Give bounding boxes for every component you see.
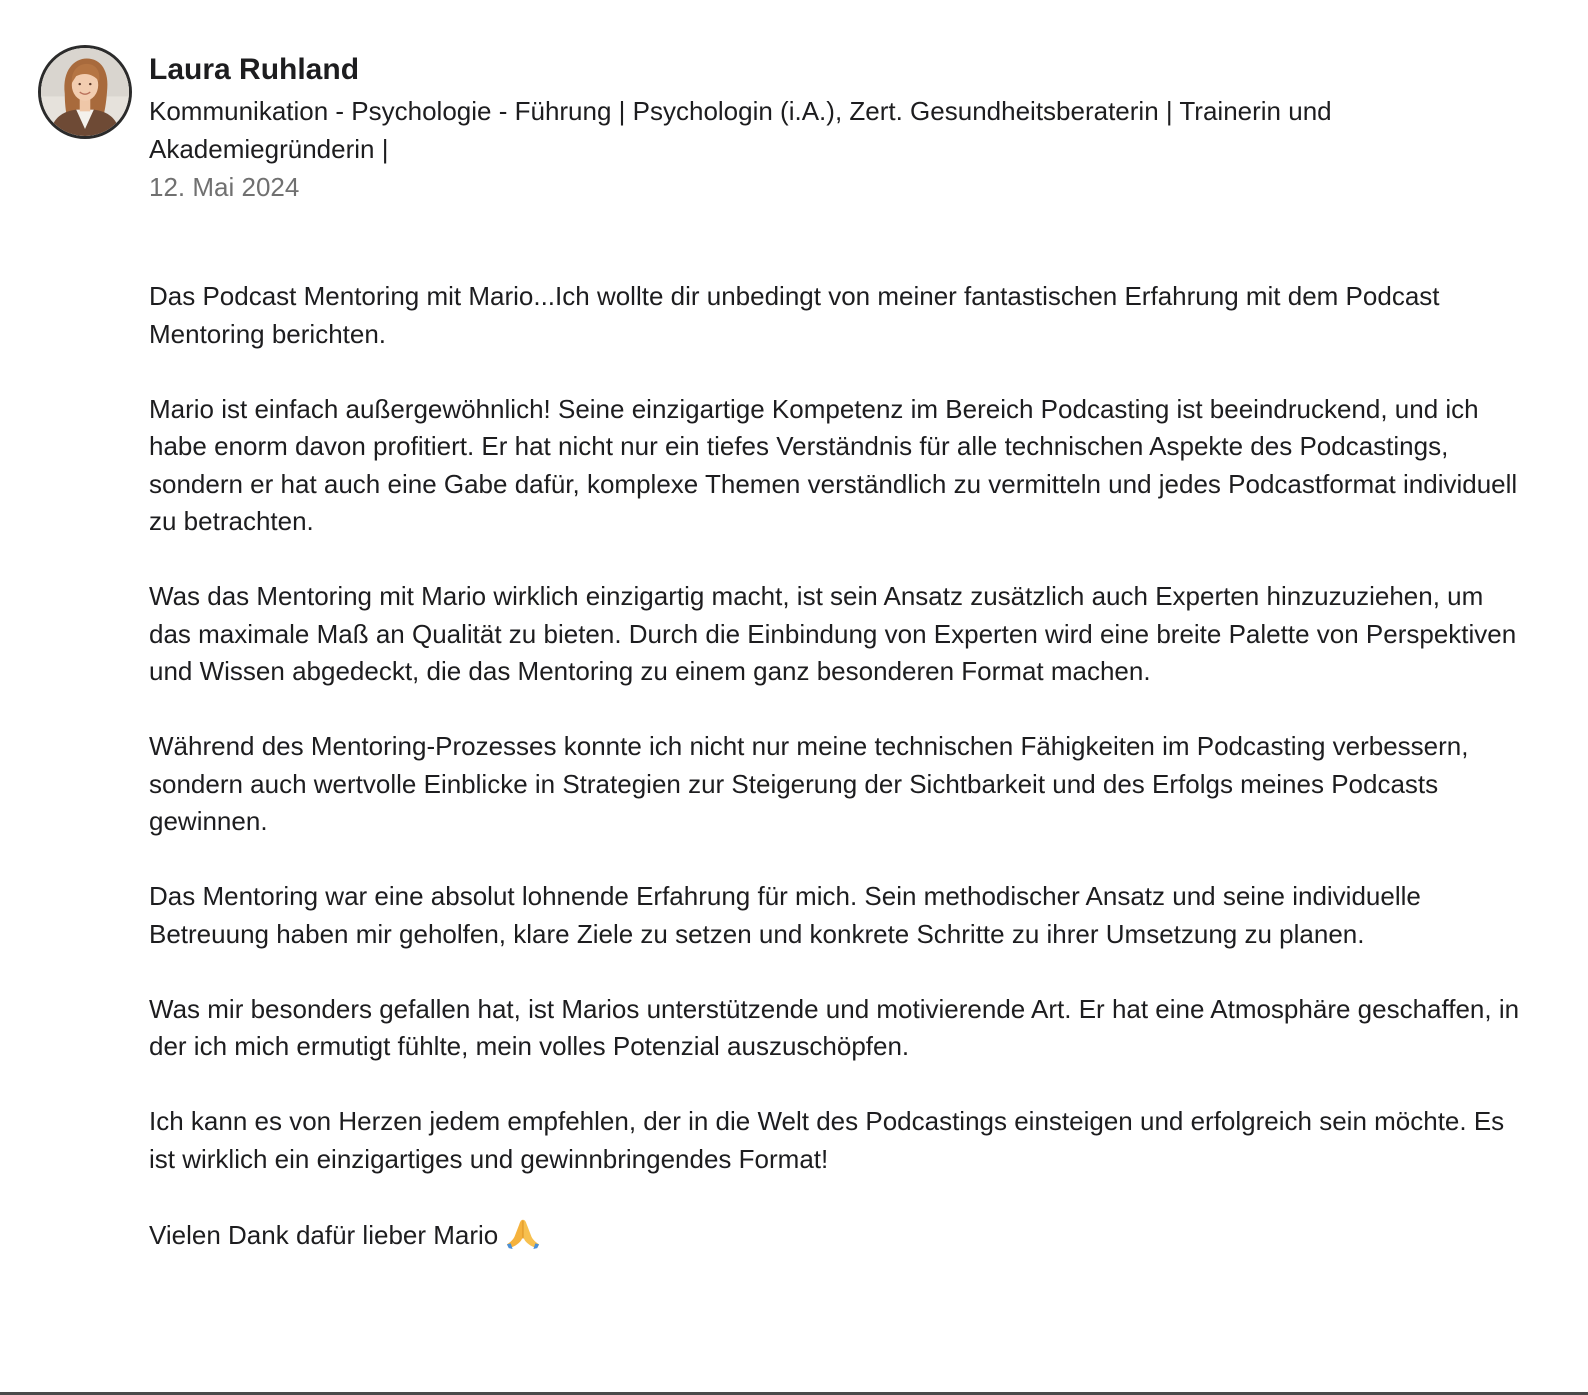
author-name[interactable]: Laura Ruhland	[149, 53, 360, 86]
post-paragraph: Während des Mentoring-Prozesses konnte ich nicht nur meine technischen Fähigkeiten im Podcasting verbessern, sondern auch wertvolle Einblicke in Strategien zur Steigerung der Sichtbarkeit und des Erfolgs meines Podcasts gewinnen.	[149, 731, 1469, 836]
author-headline: Kommunikation - Psychologie - Führung | Psychologin (i.A.), Zert. Gesundheitsberaterin | Trainerin und Akademiegründerin |	[149, 96, 1332, 164]
post-closing	[149, 1216, 1529, 1255]
post-paragraph: Mario ist einfach außergewöhnlich! Seine einzigartige Kompetenz im Bereich Podcasting ist beeindruckend, und ich habe enorm davon profitiert. Er hat nicht nur ein tiefes Verständnis für alle technischen Aspekte des Podcastings, sondern er hat auch eine Gabe dafür, komplexe Themen verständlich zu vermitteln und jedes Podcastformat individuell zu betrachten.	[149, 393, 1518, 536]
post-date: 12. Mai 2024	[149, 172, 300, 202]
folded-hands-icon	[504, 1216, 542, 1250]
post-header	[149, 50, 1539, 206]
avatar[interactable]	[38, 45, 132, 139]
profile-photo-icon	[41, 48, 129, 136]
post-paragraph: Was das Mentoring mit Mario wirklich einzigartig macht, ist sein Ansatz zusätzlich auch Experten hinzuzuziehen, um das maximale Maß an Qualität zu bieten. Durch die Einbindung von Experten wird eine breite Palette von Perspektiven und Wissen abgedeckt, die das Mentoring zu einem ganz besonderen Format machen.	[149, 581, 1517, 686]
post-paragraph: Was mir besonders gefallen hat, ist Marios unterstützende und motivierende Art. Er hat eine Atmosphäre geschaffen, in der ich mich ermutigt fühlte, mein volles Potenzial auszuschöpfen.	[149, 993, 1520, 1061]
post-paragraph: Das Mentoring war eine absolut lohnende Erfahrung für mich. Sein methodischer Ansatz und seine individuelle Betreuung haben mir geholfen, klare Ziele zu setzen und konkrete Schritte zu ihrer Umsetzung zu planen.	[149, 881, 1421, 949]
post-paragraph: Ich kann es von Herzen jedem empfehlen, der in die Welt des Podcastings einsteigen und erfolgreich sein möchte. Es ist wirklich ein einzigartiges und gewinnbringendes Format!	[149, 1106, 1505, 1174]
post-paragraph: Das Podcast Mentoring mit Mario...Ich wollte dir unbedingt von meiner fantastischen Erfahrung mit dem Podcast Mentoring berichten.	[149, 281, 1440, 349]
post-closing-text: Vielen Dank dafür lieber Mario	[149, 1219, 499, 1250]
post-body	[149, 278, 1529, 1254]
